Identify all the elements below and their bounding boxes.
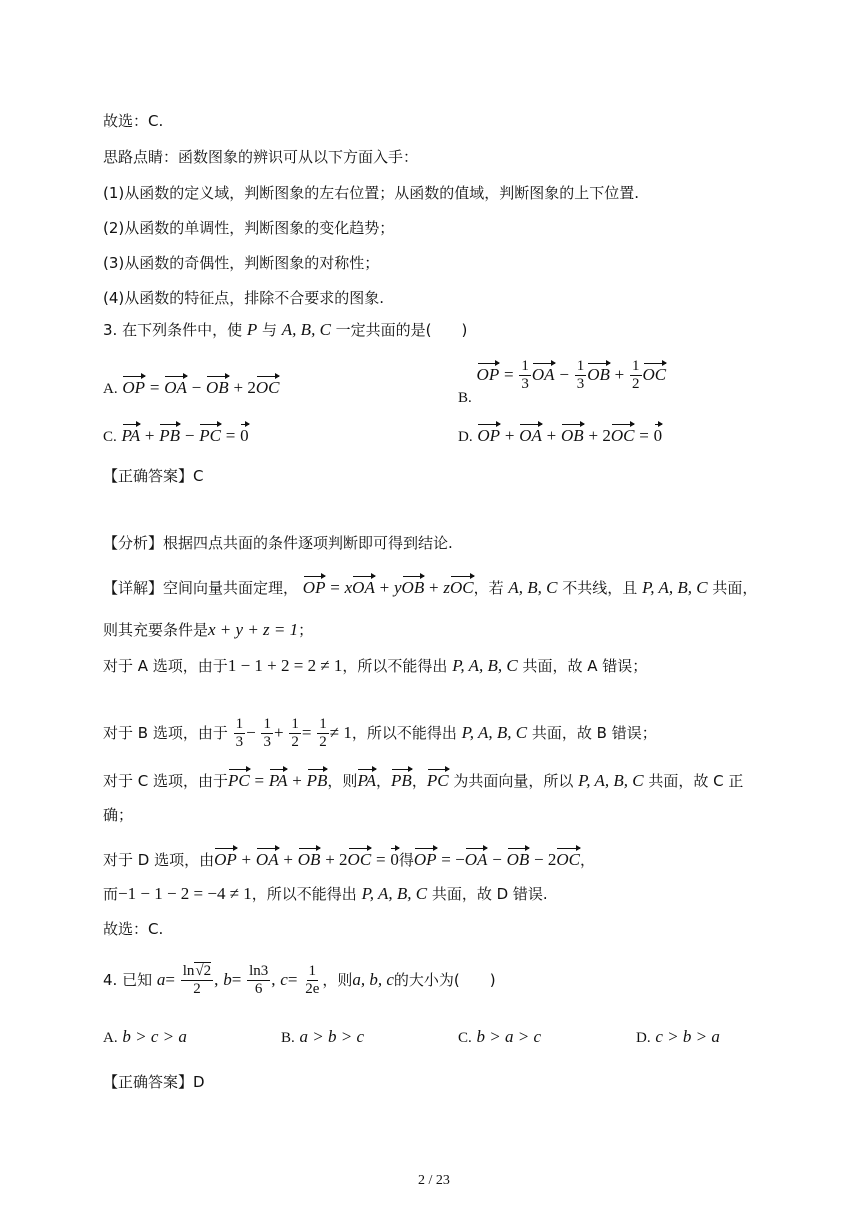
q4-answer: 【正确答案】D (103, 1073, 205, 1091)
q3-detail-c-cont: 确； (103, 806, 134, 824)
q4-option-b: B. a > b > c (281, 1027, 365, 1046)
q4-stem: 4. 已知 a= $\frac{\ln√2}{2}$ , b= $\frac{\ln 3}{6}$ , c= $\frac{1}{2e}$ ，则a, b, c的大小为( ) (103, 963, 496, 997)
q4-option-c: C. b > a > c (458, 1027, 542, 1046)
q3-option-b: B. OP = $\frac{1}{3}$ OA − $\frac{1}{3}$ OB + $\frac{1}{2}$ OC (458, 358, 667, 406)
q3-answer: 【正确答案】C (103, 467, 204, 485)
q3-detail-d-cont: 而−1 − 1 − 2 = −4 ≠ 1，所以不能得出 P, A, B, C 共面，故 D 错误. (103, 884, 548, 903)
tip-1: (1)从函数的定义域，判断图象的左右位置；从函数的值域，判断图象的上下位置. (103, 184, 640, 202)
q3-option-a: A. OP = OA − OB + 2OC (103, 378, 280, 397)
q3-detail-line: 【详解】空间向量共面定理， OP = xOA + yOB + zOC，若 A, B, C 不共线，且 P, A, B, C 共面， (103, 578, 758, 597)
q4-option-d: D. c > b > a (636, 1027, 720, 1046)
tip-3: (3)从函数的奇偶性，判断图象的对称性； (103, 254, 380, 272)
q4-option-a: A. b > c > a (103, 1027, 187, 1046)
q3-detail-a: 对于 A 选项，由于1 − 1 + 2 = 2 ≠ 1，所以不能得出 P, A, B, C 共面，故 A 错误； (103, 656, 648, 675)
q3-condition: 则其充要条件是x + y + z = 1； (103, 620, 314, 639)
tip-title: 思路点睛：函数图象的辨识可从以下方面入手： (103, 148, 419, 166)
q3-conclusion: 故选：C. (103, 920, 164, 938)
q3-option-c: C. PA + PB − PC = 0 (103, 426, 249, 445)
page-number: 2 / 23 (418, 1173, 450, 1188)
tip-4: (4)从函数的特征点，排除不合要求的图象. (103, 289, 385, 307)
q3-option-d: D. OP + OA + OB + 2OC = 0 (458, 426, 663, 445)
tip-2: (2)从函数的单调性，判断图象的变化趋势； (103, 219, 395, 237)
q3-detail-c: 对于 C 选项，由于PC = PA + PB，则PA，PB，PC 为共面向量，所以 P, A, B, C 共面，故 C 正 (103, 771, 744, 790)
q3-detail-b: 对于 B 选项，由于 $\frac{1}{3}$ − $\frac{1}{3}$ + $\frac{1}{2}$ = $\frac{1}{2}$ ≠ 1，所以不能得出 P, A, B, C 共面，故 B 错误； (103, 716, 657, 750)
q3-stem: 3. 在下列条件中，使 P 与 A, B, C 一定共面的是( ) (103, 320, 468, 339)
q2-conclusion: 故选：C. (103, 112, 164, 130)
q3-analysis: 【分析】根据四点共面的条件逐项判断即可得到结论. (103, 534, 453, 552)
q3-detail-d: 对于 D 选项，由OP + OA + OB + 2OC = 0得OP = −OA − OB − 2OC， (103, 850, 595, 869)
